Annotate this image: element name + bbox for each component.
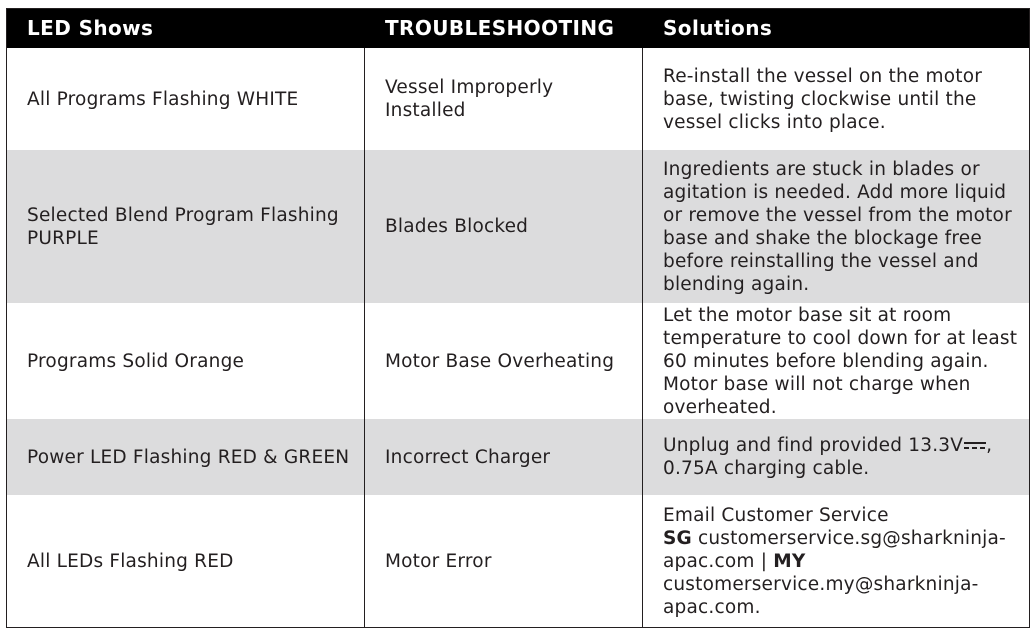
- separator: |: [760, 551, 768, 572]
- table-row: [7, 419, 1029, 495]
- table-row: [7, 48, 1029, 150]
- solution-cell: Ingredients are stuck in blades or agitation is needed. Add more liquid or remove the vessel from the motor base and shake the blockage free before reinstalling the vessel and blending again.: [663, 158, 1012, 295]
- sg-label: SG: [663, 528, 692, 549]
- contact-block: [663, 504, 1021, 619]
- issue-cell: Blades Blocked: [365, 150, 643, 303]
- solution-cell: Re-install the vessel on the motor base, twisting clockwise until the vessel clicks into place.: [663, 65, 983, 133]
- solution-cell: [643, 495, 1029, 628]
- sg-email-link[interactable]: customerservice.sg@sharkninja-apac.com: [663, 528, 1006, 572]
- led-cell: All Programs Flashing WHITE: [7, 48, 365, 150]
- my-label: MY: [773, 551, 806, 572]
- led-cell: Selected Blend Program Flashing PURPLE: [7, 150, 365, 303]
- contact-intro: Email Customer Service: [663, 505, 889, 526]
- solution-part-b: , 0.75A charging cable.: [663, 435, 993, 479]
- troubleshooting-table: [6, 8, 1030, 628]
- solution-part-a: Unplug and find provided 13.3V: [663, 435, 964, 456]
- solution-cell: Let the motor base sit at room temperature to cool down for at least 60 minutes before blending again. Motor base will not charge when overheated.: [663, 304, 1018, 418]
- solution-text: [663, 434, 1021, 480]
- issue-cell: Vessel Improperly Installed: [365, 48, 643, 150]
- led-cell: Power LED Flashing RED & GREEN: [7, 419, 365, 495]
- table-row: [7, 150, 1029, 303]
- table-row: [7, 303, 1029, 419]
- led-cell: All LEDs Flashing RED: [7, 495, 365, 628]
- dc-symbol-icon: [964, 441, 986, 451]
- issue-cell: Motor Error: [365, 495, 643, 628]
- issue-cell: Incorrect Charger: [365, 419, 643, 495]
- solution-cell: [643, 419, 1029, 495]
- header-troubleshooting: TROUBLESHOOTING: [385, 16, 615, 40]
- header-solutions: Solutions: [663, 16, 773, 40]
- table-row: [7, 495, 1029, 628]
- issue-cell: Motor Base Overheating: [365, 303, 643, 419]
- header-led-shows: LED Shows: [27, 16, 154, 40]
- table-header: [7, 9, 1029, 48]
- my-email-link[interactable]: customerservice.my@sharkninja-apac.com.: [663, 574, 979, 618]
- led-cell: Programs Solid Orange: [7, 303, 365, 419]
